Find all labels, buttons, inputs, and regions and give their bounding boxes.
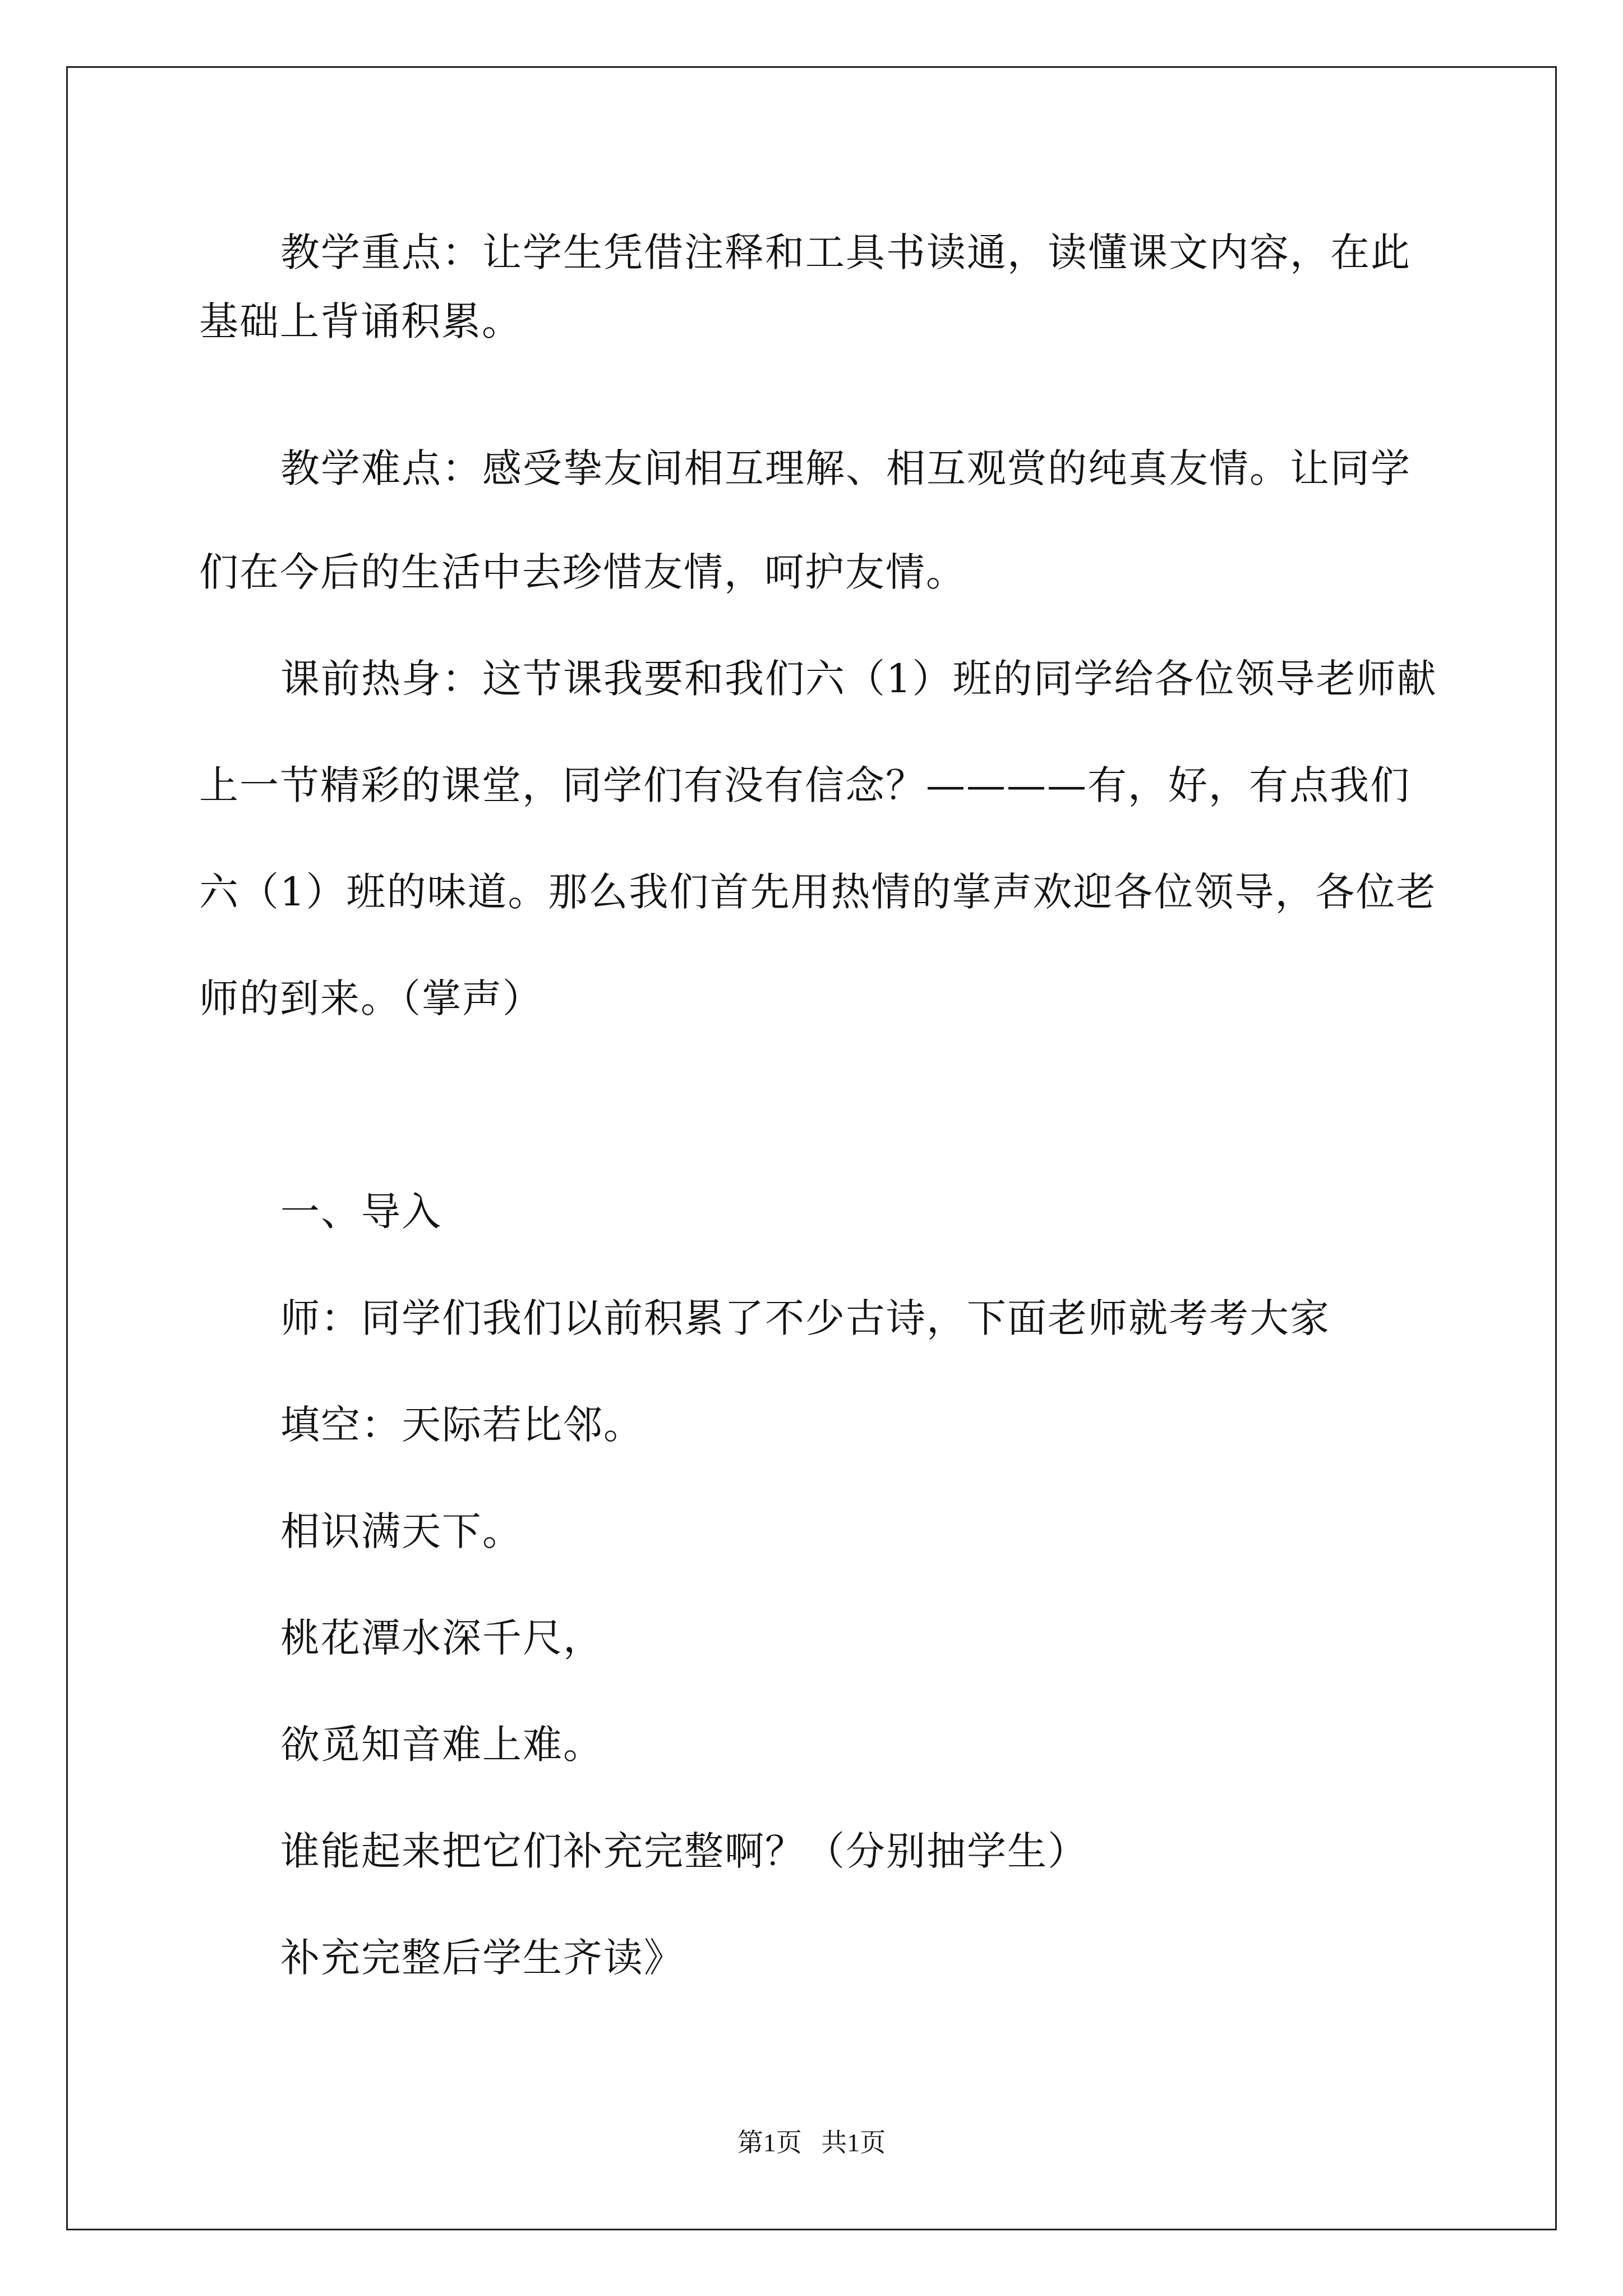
paragraph-question: 谁能起来把它们补充完整啊？（分别抽学生） (280, 1828, 1088, 1874)
page-footer: 第1页 共1页 (737, 2128, 886, 2157)
poem-line-2: 桃花潭水深千尺， (280, 1615, 603, 1661)
paragraph-difficulties-line-1: 教学难点：感受挚友间相互理解、相互观赏的纯真友情。让同学 (280, 445, 1411, 491)
paragraph-warmup-line-1: 课前热身：这节课我要和我们六（1）班的同学给各位领导老师献 (280, 656, 1437, 702)
paragraph-key-points-line-1: 教学重点：让学生凭借注释和工具书读通，读懂课文内容，在此 (280, 229, 1411, 275)
paragraph-warmup-line-3: 六（1）班的味道。那么我们首先用热情的掌声欢迎各位领导，各位老 (199, 869, 1437, 915)
poem-line-3: 欲觅知音难上难。 (280, 1722, 603, 1768)
paragraph-key-points-line-2: 基础上背诵积累。 (199, 298, 522, 344)
paragraph-warmup-line-2: 上一节精彩的课堂，同学们有没有信念？————有，好，有点我们 (199, 762, 1410, 808)
paragraph-teacher-line: 师：同学们我们以前积累了不少古诗，下面老师就考考大家 (280, 1295, 1330, 1341)
poem-line-1: 相识满天下。 (280, 1508, 523, 1554)
paragraph-fill-blank: 填空：天际若比邻。 (280, 1402, 644, 1448)
paragraph-read-aloud: 补充完整后学生齐读》 (280, 1935, 684, 1981)
section-heading-introduction: 一、导入 (280, 1189, 442, 1235)
paragraph-warmup-line-4: 师的到来。（掌声） (199, 976, 543, 1022)
page-border (66, 66, 1557, 2230)
paragraph-difficulties-line-2: 们在今后的生活中去珍惜友情，呵护友情。 (199, 549, 966, 595)
